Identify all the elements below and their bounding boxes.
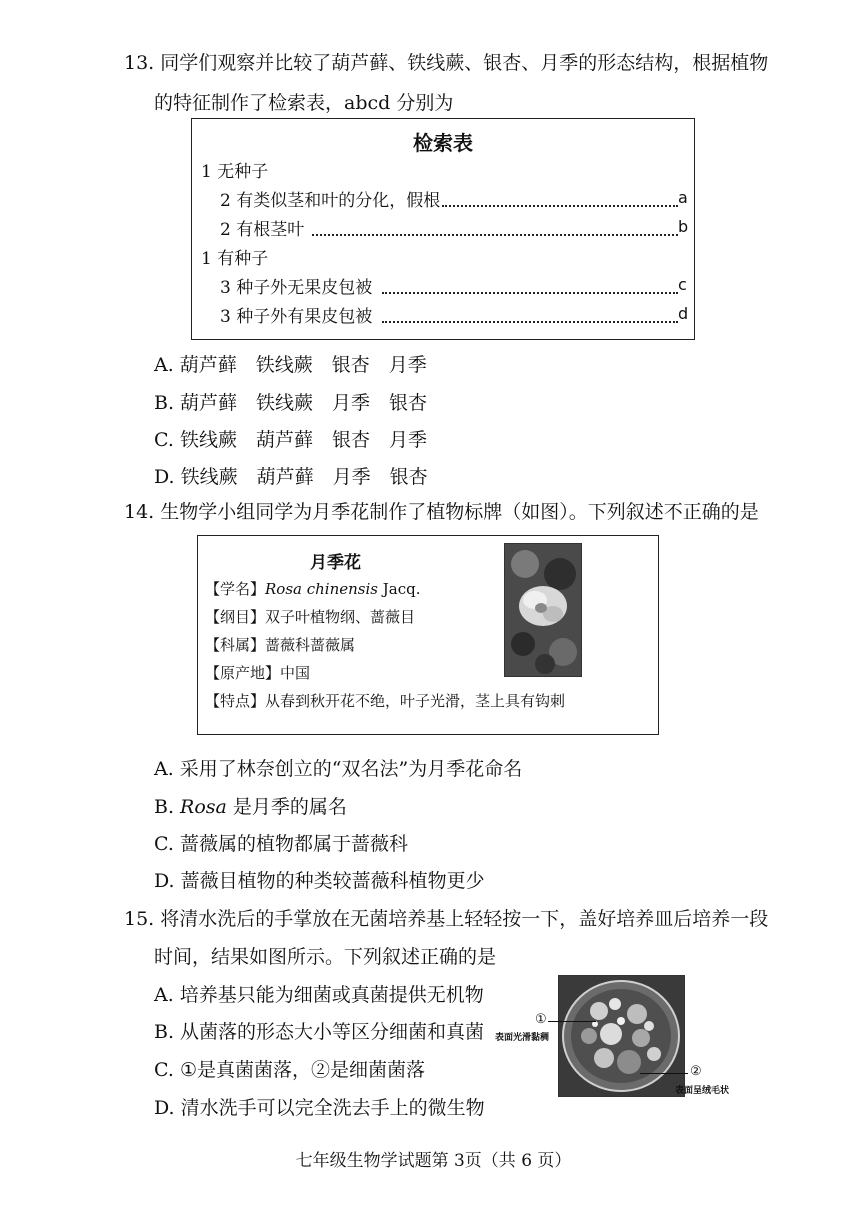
- key-leader-dots: [442, 205, 678, 207]
- callout-line-2: [640, 1073, 688, 1074]
- q13-option-a[interactable]: A. 葫芦藓 铁线蕨 银杏 月季: [154, 354, 427, 376]
- key-code-d: d: [678, 304, 689, 323]
- plaque-origin: 【原产地】中国: [205, 664, 311, 682]
- callout-label-1: 表面光滑黏稠: [495, 1033, 550, 1043]
- plaque-sci-genus: Rosa chinensis: [265, 580, 378, 598]
- key-title: 检索表: [413, 131, 473, 155]
- key-row-4: 1 有种子: [201, 249, 269, 269]
- key-code-c: c: [678, 275, 687, 294]
- rose-photo: [504, 543, 582, 677]
- key-row-6: 3 种子外有果皮包被: [220, 307, 373, 327]
- q14-option-b[interactable]: [154, 792, 347, 819]
- q15-option-b[interactable]: B. 从菌落的形态大小等区分细菌和真菌: [154, 1021, 485, 1043]
- key-leader-dots: [382, 292, 678, 294]
- callout-line-1: [548, 1021, 596, 1022]
- callout-marker-2: ②: [690, 1064, 702, 1079]
- key-leader-dots: [382, 321, 678, 323]
- q14-option-b-genus: Rosa: [180, 796, 227, 818]
- q14-option-a[interactable]: A. 采用了林奈创立的“双名法”为月季花命名: [154, 758, 523, 780]
- page-footer: 七年级生物学试题第 3页（共 6 页）: [295, 1151, 572, 1171]
- key-row-3: 2 有根茎叶: [220, 220, 305, 240]
- dichotomous-key-box: [191, 118, 695, 340]
- key-code-a: a: [678, 188, 688, 207]
- q15-stem-line1: 15. 将清水洗后的手掌放在无菌培养基上轻轻按一下，盖好培养皿后培养一段: [124, 908, 769, 930]
- key-leader-dots: [312, 234, 678, 236]
- plaque-sci-label: 【学名】: [205, 580, 266, 598]
- q14-option-d[interactable]: D. 蔷薇目植物的种类较蔷薇科植物更少: [154, 870, 485, 892]
- q15-option-a[interactable]: A. 培养基只能为细菌或真菌提供无机物: [154, 984, 484, 1006]
- key-row-5: 3 种子外无果皮包被: [220, 278, 373, 298]
- q15-option-c[interactable]: C. ①是真菌菌落，②是细菌菌落: [154, 1059, 425, 1081]
- callout-marker-1: ①: [535, 1012, 547, 1027]
- q13-option-d[interactable]: D. 铁线蕨 葫芦藓 月季 银杏: [154, 466, 428, 488]
- key-code-b: b: [678, 217, 689, 236]
- petri-dish-photo: [558, 975, 685, 1097]
- q14-option-b-rest: 是月季的属名: [226, 796, 347, 818]
- plaque-features: 【特点】从春到秋开花不绝，叶子光滑，茎上具有钩刺: [205, 692, 566, 710]
- q13-option-c[interactable]: C. 铁线蕨 葫芦藓 银杏 月季: [154, 429, 427, 451]
- plaque-title: 月季花: [310, 553, 361, 573]
- q14-stem: 14. 生物学小组同学为月季花制作了植物标牌（如图）。下列叙述不正确的是: [124, 501, 759, 523]
- q13-option-b[interactable]: B. 葫芦藓 铁线蕨 月季 银杏: [154, 392, 428, 414]
- plaque-sci-author: Jacq.: [378, 580, 421, 598]
- plant-label-plaque: [197, 535, 659, 735]
- plaque-family: 【科属】蔷薇科蔷薇属: [205, 636, 356, 654]
- key-row-2: 2 有类似茎和叶的分化，假根: [220, 191, 441, 211]
- q13-stem-line1: 13. 同学们观察并比较了葫芦藓、铁线蕨、银杏、月季的形态结构，根据植物: [124, 52, 769, 74]
- plaque-order: 【纲目】双子叶植物纲、蔷薇目: [205, 608, 416, 626]
- q15-stem-line2: 时间，结果如图所示。下列叙述正确的是: [154, 946, 497, 968]
- key-row-1: 1 无种子: [201, 162, 269, 182]
- q13-stem-line2: 的特征制作了检索表，abcd 分别为: [154, 92, 454, 114]
- plaque-scientific-name: [205, 578, 421, 599]
- callout-label-2: 表面呈绒毛状: [675, 1086, 730, 1096]
- q14-option-b-prefix: B.: [154, 796, 181, 818]
- q15-option-d[interactable]: D. 清水洗手可以完全洗去手上的微生物: [154, 1097, 485, 1119]
- q14-option-c[interactable]: C. 蔷薇属的植物都属于蔷薇科: [154, 833, 408, 855]
